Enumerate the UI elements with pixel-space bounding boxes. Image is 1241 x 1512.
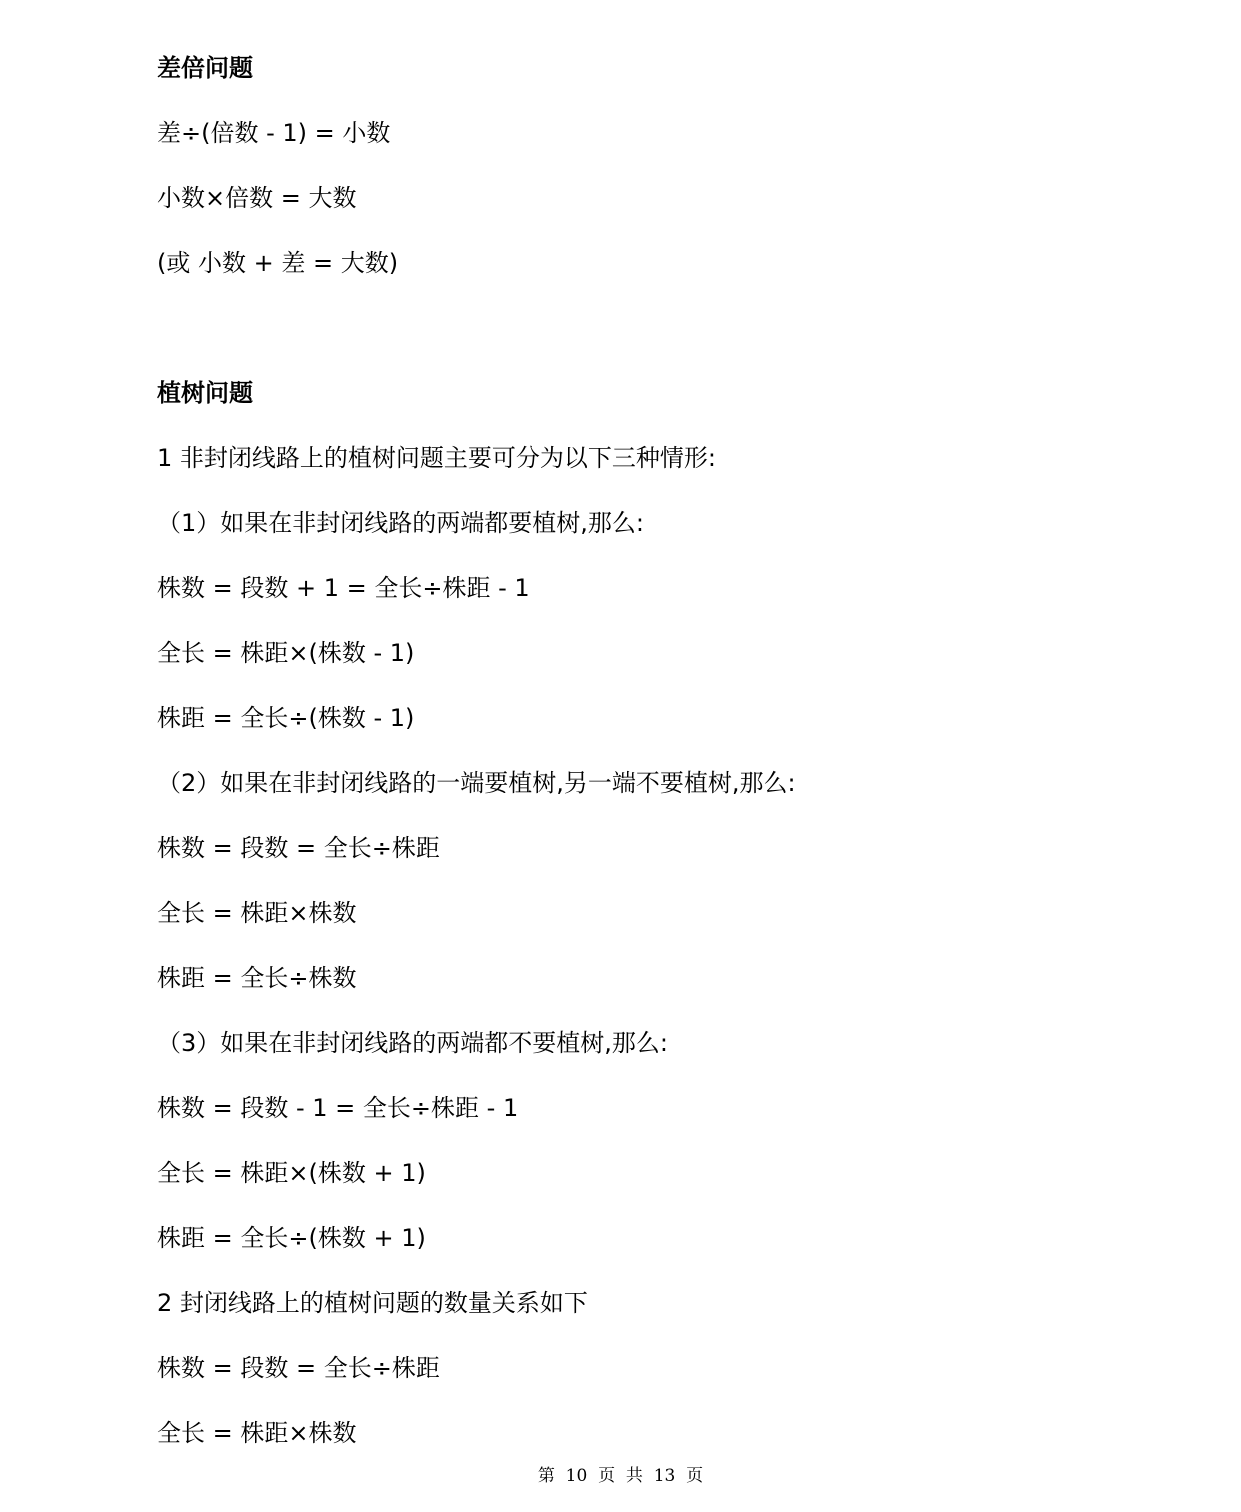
formula-line: 株数 = 段数 + 1 = 全长÷株距 - 1	[157, 574, 530, 602]
formula-line: 小数×倍数 = 大数	[157, 184, 357, 212]
formula-line: 株距 = 全长÷(株数 - 1)	[157, 704, 415, 732]
section-heading-difference-multiple: 差倍问题	[157, 54, 253, 82]
formula-line: 全长 = 株距×株数	[157, 1419, 357, 1447]
formula-line: 株距 = 全长÷株数	[157, 964, 357, 992]
paragraph-line: 1 非封闭线路上的植树问题主要可分为以下三种情形:	[157, 444, 716, 472]
formula-line: 株数 = 段数 - 1 = 全长÷株距 - 1	[157, 1094, 519, 1122]
paragraph-line: 2 封闭线路上的植树问题的数量关系如下	[157, 1289, 588, 1317]
case-heading: （3）如果在非封闭线路的两端都不要植树,那么:	[157, 1029, 668, 1057]
formula-line: 全长 = 株距×株数	[157, 899, 357, 927]
formula-line: 株数 = 段数 = 全长÷株距	[157, 1354, 440, 1382]
formula-line: (或 小数 + 差 = 大数)	[157, 249, 399, 277]
formula-line: 株距 = 全长÷(株数 + 1)	[157, 1224, 426, 1252]
formula-line: 株数 = 段数 = 全长÷株距	[157, 834, 440, 862]
formula-line: 全长 = 株距×(株数 - 1)	[157, 639, 415, 667]
page-footer: 第 10 页 共 13 页	[537, 1466, 704, 1486]
section-heading-tree-planting: 植树问题	[157, 379, 253, 407]
formula-line: 差÷(倍数 - 1) = 小数	[157, 119, 391, 147]
case-heading: （1）如果在非封闭线路的两端都要植树,那么:	[157, 509, 644, 537]
case-heading: （2）如果在非封闭线路的一端要植树,另一端不要植树,那么:	[157, 769, 796, 797]
formula-line: 全长 = 株距×(株数 + 1)	[157, 1159, 426, 1187]
